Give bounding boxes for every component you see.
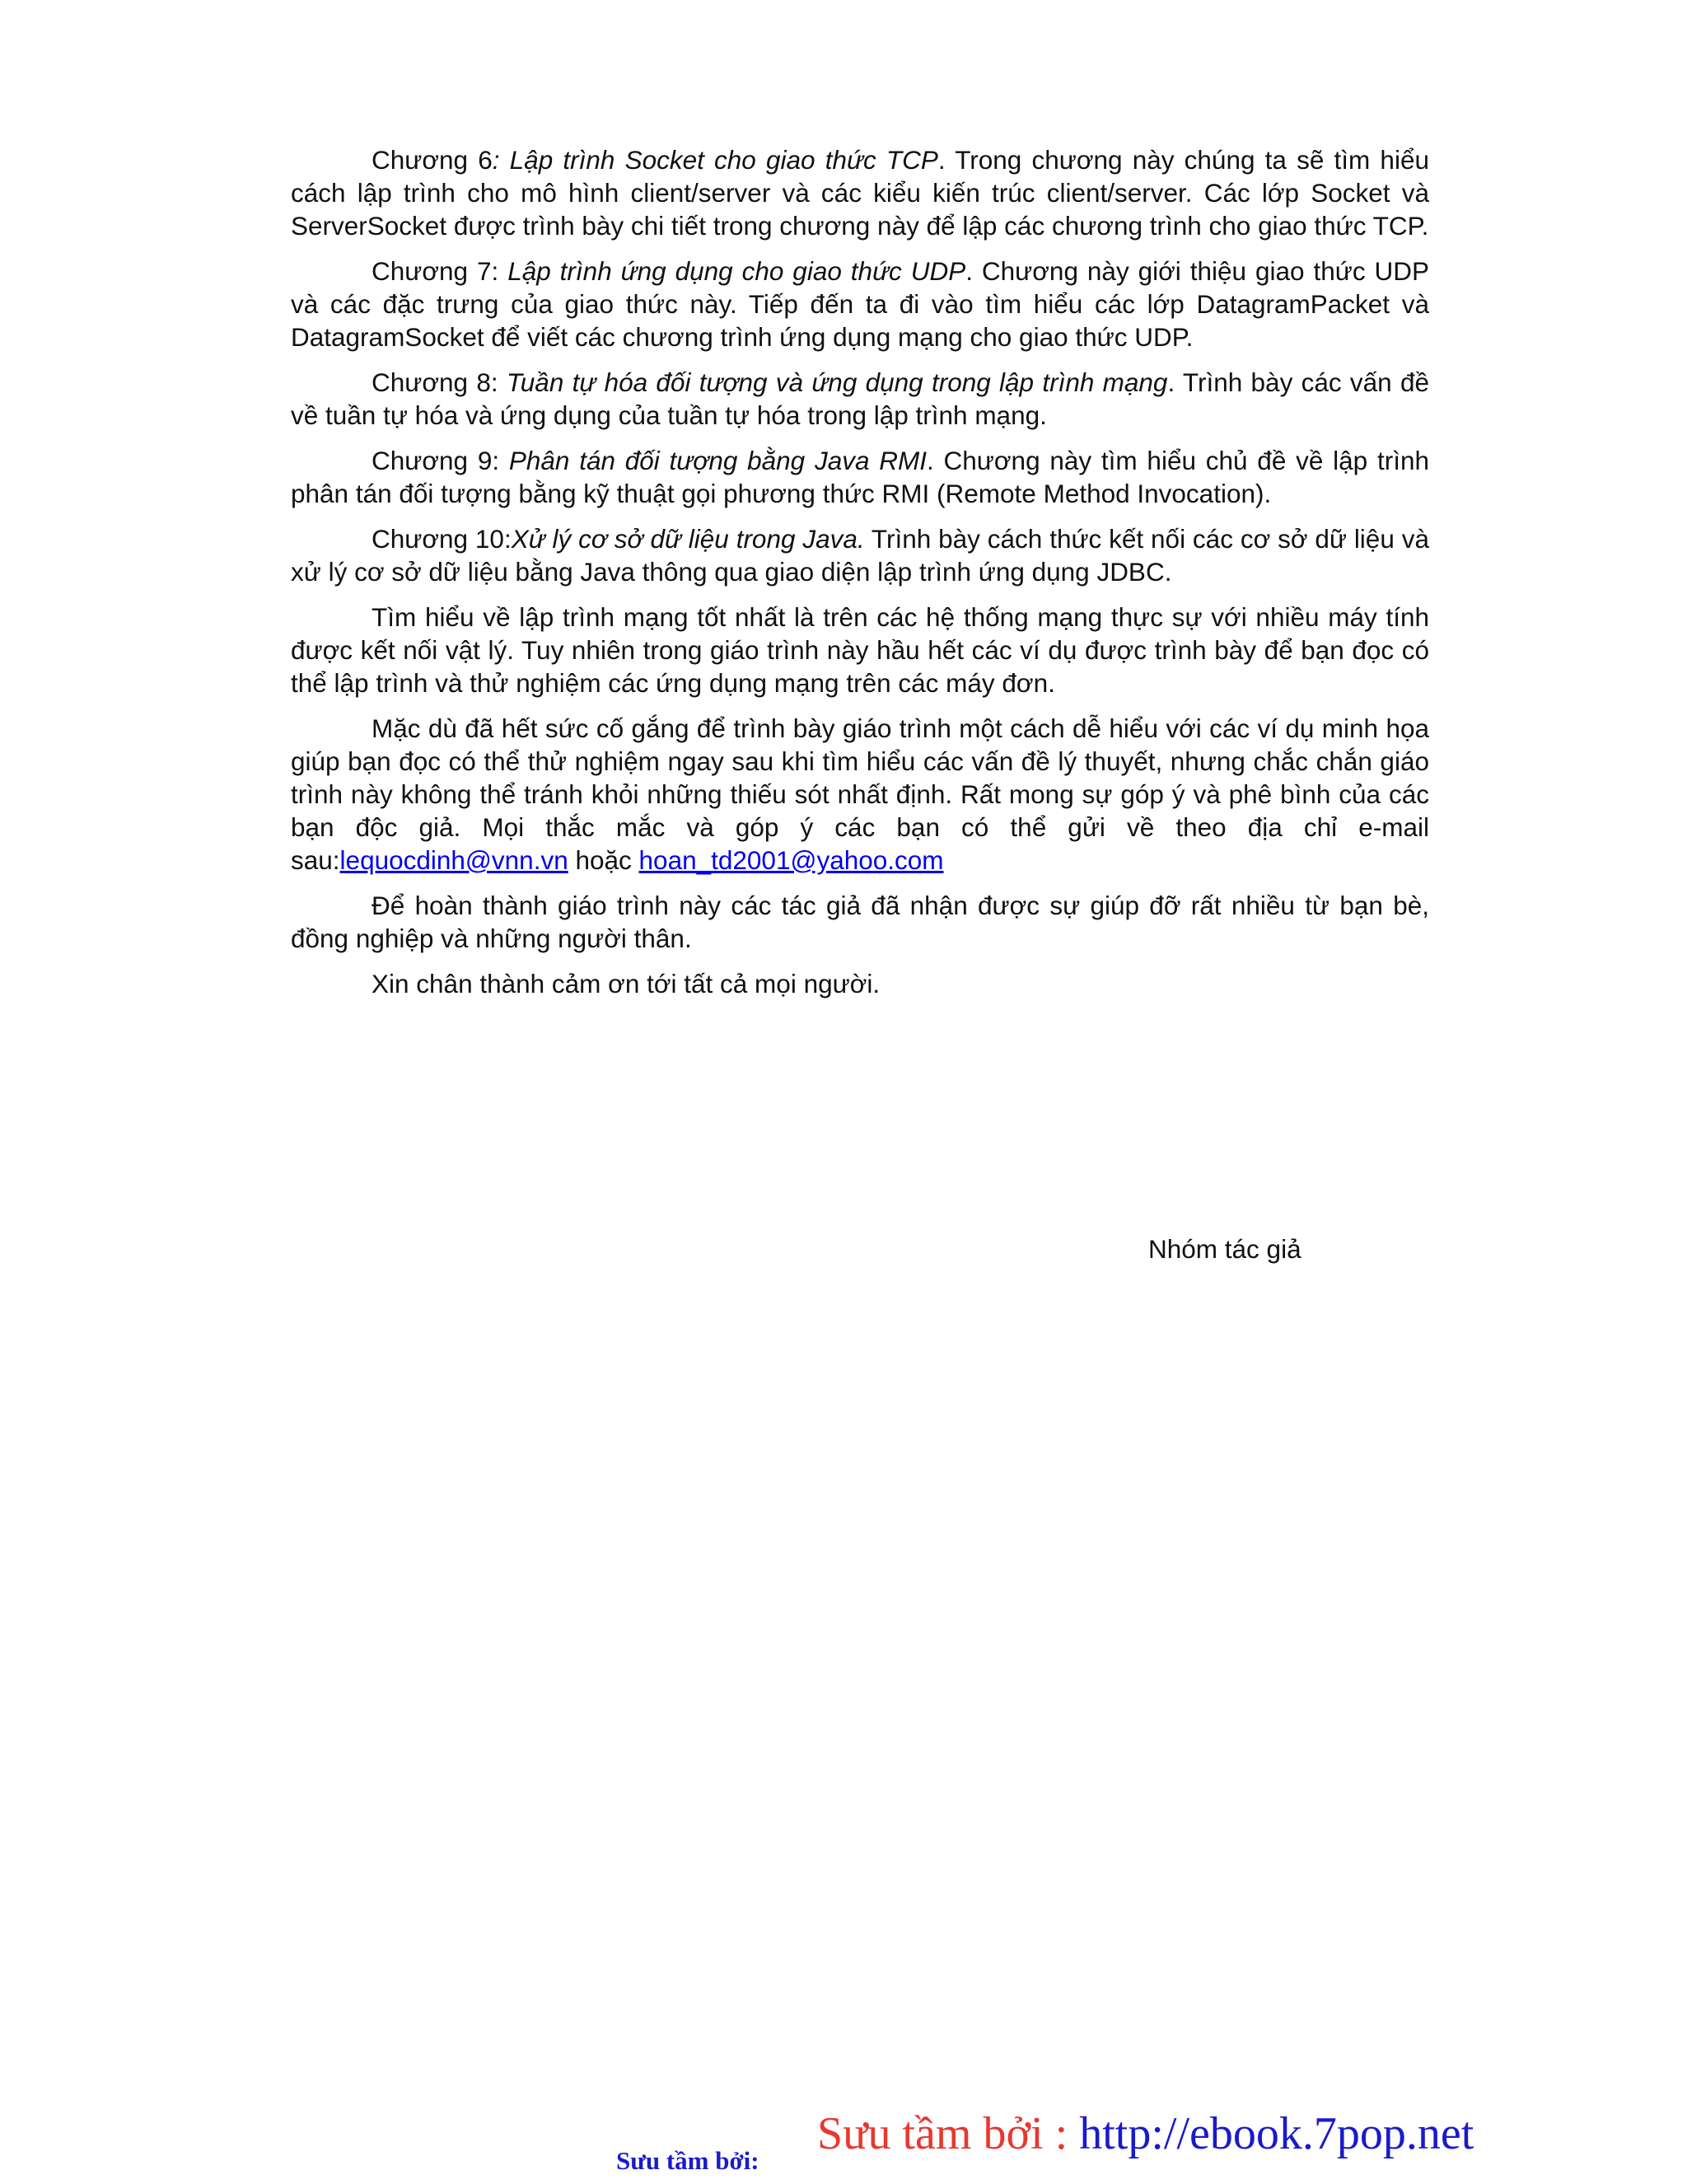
chapter-7-paragraph [291, 255, 1429, 353]
chapter-7-label: Chương 7: [372, 256, 508, 286]
author-signature: Nhóm tác giả [1148, 1234, 1301, 1264]
chapter-10-title: Xử lý cơ sở dữ liệu trong Java. [511, 524, 865, 554]
chapter-8-label: Chương 8: [372, 367, 507, 397]
chapter-6-description: . Trong chương này chúng ta sẽ tìm hiểu cách lập trình cho mô hình client/server và các kiểu kiến trúc client/server. Các lớp Socket và ServerSocket được trình bày chi tiết trong chương này để lập các chương trình cho giao thức TCP. [291, 145, 1429, 241]
chapter-6-label: Chương 6 [372, 145, 493, 175]
source-credit-label: Sưu tầm bởi : [817, 2108, 1080, 2159]
chapter-10-description: Trình bày cách thức kết nối các cơ sở dữ liệu và xử lý cơ sở dữ liệu bằng Java thông qua giao diện lập trình ứng dụng JDBC. [291, 524, 1429, 587]
email-link-lequocdinh[interactable]: lequocdinh@vnn.vn [339, 845, 568, 875]
source-credit-caption: Sưu tầm bởi: [616, 2146, 759, 2175]
chapter-8-description: . Trình bày các vấn đề về tuần tự hóa và ứng dụng của tuần tự hóa trong lập trình mạng. [291, 367, 1429, 430]
chapter-9-label: Chương 9: [372, 446, 509, 475]
chapter-10-label: Chương 10: [372, 524, 512, 554]
source-credit-banner [817, 2107, 1474, 2160]
feedback-text: Mặc dù đã hết sức cố gắng để trình bày giáo trình một cách dễ hiểu với các ví dụ minh họa giúp bạn đọc có thể thử nghiệm ngay sau khi tìm hiểu các vấn đề lý thuyết, nhưng chắc chắn giáo trình này không thể tránh khỏi những thiếu sót nhất định. Rất mong sự góp ý và phê bình của các bạn độc giả. Mọi thắc mắc và góp ý các bạn có thể gửi về theo địa chỉ e-mail sau: [291, 713, 1429, 875]
closing-paragraph: Xin chân thành cảm ơn tới tất cả mọi người. [372, 969, 881, 998]
chapter-9-paragraph [291, 444, 1429, 510]
feedback-paragraph [291, 712, 1429, 877]
chapter-7-description: . Chương này giới thiệu giao thức UDP và các đặc trưng của giao thức này. Tiếp đến ta đi vào tìm hiểu các lớp DatagramPacket và DatagramSocket để viết các chương trình ứng dụng mạng cho giao thức UDP. [291, 256, 1430, 352]
chapter-8-paragraph [291, 366, 1429, 432]
chapter-6-paragraph [291, 143, 1429, 242]
chapter-9-description: . Chương này tìm hiểu chủ đề về lập trình phân tán đối tượng bằng kỹ thuật gọi phương thức RMI (Remote Method Invocation). [291, 446, 1429, 508]
chapter-9-title: Phân tán đối tượng bằng Java RMI [508, 446, 928, 475]
chapter-6-title: : Lập trình Socket cho giao thức TCP [492, 145, 938, 175]
thanks-paragraph: Để hoàn thành giáo trình này các tác giả đã nhận được sự giúp đỡ rất nhiều từ bạn bè, đồng nghiệp và những người thân. [291, 891, 1429, 953]
document-body [291, 143, 1429, 1012]
email-link-hoan[interactable]: hoan_td2001@yahoo.com [638, 845, 944, 875]
email-connector: hoặc [568, 845, 639, 875]
chapter-10-paragraph [291, 522, 1429, 588]
source-credit-url[interactable]: http://ebook.7pop.net [1079, 2108, 1474, 2159]
chapter-8-title: Tuần tự hóa đối tượng và ứng dụng trong lập trình mạng [506, 367, 1168, 397]
network-learning-paragraph: Tìm hiểu về lập trình mạng tốt nhất là trên các hệ thống mạng thực sự với nhiều máy tính được kết nối vật lý. Tuy nhiên trong giáo trình này hầu hết các ví dụ được trình bày để bạn đọc có thể lập trình và thử nghiệm các ứng dụng mạng trên các máy đơn. [291, 602, 1429, 698]
chapter-7-title: Lập trình ứng dụng cho giao thức UDP [507, 256, 966, 286]
